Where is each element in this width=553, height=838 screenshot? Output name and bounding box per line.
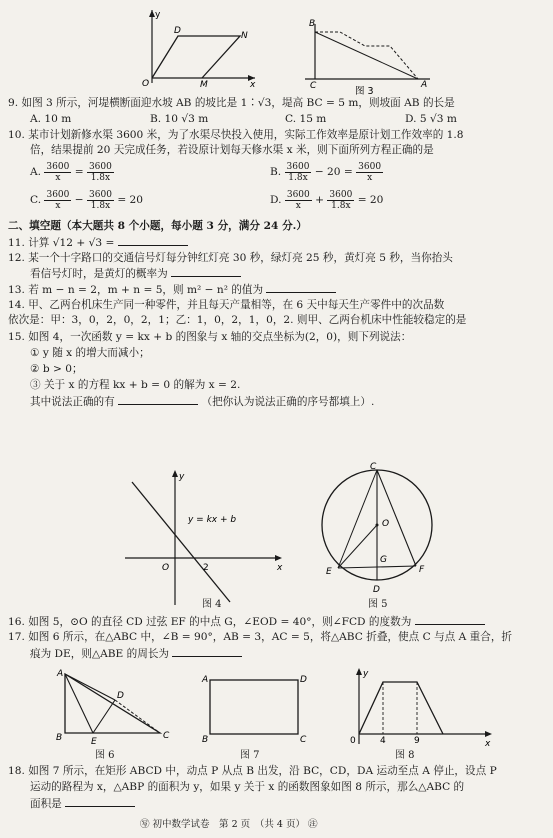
q10-d-f1n: 3600 <box>286 189 310 200</box>
fig8-label-x: x <box>485 739 491 749</box>
fig2-label-x: x <box>250 80 256 88</box>
figure-8 <box>345 668 495 750</box>
fig4-label-x: x <box>277 563 283 573</box>
fig4-label-o: O <box>162 563 170 573</box>
q17-line-2-text: 痕为 DE，则△ABE 的周长为 <box>30 648 170 660</box>
fig7-label-d: D <box>300 675 307 685</box>
q17-line-1: 17. 如图 6 所示，在△ABC 中，∠B = 90°，AB = 3，AC = 5，将△ABC 折叠，使点 C 与点 A 重合，折 <box>8 631 513 643</box>
q18-line-1: 18. 如图 7 所示，在矩形 ABCD 中，动点 P 从点 B 出发，沿 BC，CD，DA 运动至点 A 停止，设点 P <box>8 765 497 777</box>
figure-6 <box>55 668 175 748</box>
q10-stem-2: 倍，结果提前 20 天完成任务，若设原计划每天修水渠 x 米，则下面所列方程正确的是 <box>30 144 434 156</box>
q18-line-3 <box>30 796 135 811</box>
q10-b-f2d: x <box>367 172 373 183</box>
q10-b-f1d: 1.8x <box>288 172 308 183</box>
q10-d-f1d: x <box>295 200 301 211</box>
fig5-label-e: E <box>326 567 332 577</box>
q10-stem-1: 10. 某市计划新修水渠 3600 米，为了水渠尽快投入使用，实际工作效率是原计划工作效率的 1.8 <box>8 129 464 141</box>
q10-option-d <box>270 188 383 212</box>
q15-line-5b: （把你认为说法正确的序号都填上）. <box>201 396 375 408</box>
fig4-label-y: y <box>179 472 185 482</box>
fig2-label-d: D <box>174 26 181 36</box>
fig6-label-b: B <box>56 733 63 743</box>
fig2-label-y: y <box>155 10 161 20</box>
q18-answer-blank[interactable] <box>65 796 135 807</box>
figure-2 <box>140 8 260 88</box>
fig7-label-a: A <box>202 675 209 685</box>
q10-c-f2n: 3600 <box>89 189 112 200</box>
q17-line-2 <box>30 646 242 661</box>
q9-option-b: B. 10 √3 m <box>150 113 209 125</box>
q13-answer-blank[interactable] <box>266 282 336 293</box>
q11 <box>8 235 188 250</box>
fig5-label-o: O <box>382 519 390 529</box>
q12-line-2 <box>30 266 241 281</box>
fig4-equation: y = kx + b <box>188 515 237 525</box>
q10-option-a <box>30 160 114 184</box>
q12-answer-blank[interactable] <box>171 266 241 277</box>
q14-line-1: 14. 甲、乙两台机床生产同一种零件，并且每天产量相等，在 6 天中每天生产零件中的次品数 <box>8 299 445 311</box>
fig6-label-a: A <box>57 669 64 679</box>
fig5-label-f: F <box>419 565 425 575</box>
fig7-label-c: C <box>300 735 307 744</box>
q10-option-c <box>30 188 143 212</box>
q10-a-op: = <box>74 166 84 178</box>
q11-answer-blank[interactable] <box>118 235 188 246</box>
figure-5 <box>320 460 435 600</box>
fig8-caption: 图 8 <box>395 750 415 761</box>
q10-d-op: + <box>315 194 325 206</box>
q9-stem: 9. 如图 3 所示，河堤横断面迎水坡 AB 的坡比是 1∶√3，堤高 BC = 5 m，则坡面 AB 的长是 <box>8 97 455 109</box>
fig3-label-c: C <box>310 81 317 91</box>
section-2-heading: 二、填空题（本大题共 8 个小题，每小题 3 分，满分 24 分.） <box>8 220 307 232</box>
figure-7 <box>200 672 310 744</box>
fig6-label-c: C <box>163 731 170 741</box>
q15-claim-3: ③ 关于 x 的方程 kx + b = 0 的解为 x = 2. <box>30 379 241 391</box>
q10-a-label: A. <box>30 166 42 178</box>
fig2-label-n: N <box>241 31 248 41</box>
q10-d-frac2 <box>327 190 354 211</box>
footer-text: 初中数学试卷 第 2 页 （共 4 页） <box>152 819 305 830</box>
q15-line-1: 15. 如图 4，一次函数 y = kx + b 的图象与 x 轴的交点坐标为(2，0)，则下列说法： <box>8 331 412 343</box>
fig8-label-o: 0 <box>350 736 356 746</box>
fig4-caption: 图 4 <box>202 599 222 610</box>
q12-line-1: 12. 某一个十字路口的交通信号灯每分钟红灯亮 30 秒，绿灯亮 25 秒，黄灯亮 5 秒，当你抬头 <box>8 252 453 264</box>
fig4-label-2: 2 <box>203 563 209 573</box>
q10-option-b <box>270 160 383 184</box>
q10-a-f1d: x <box>55 172 61 183</box>
fig5-label-c: C <box>370 462 377 472</box>
q13-text: 13. 若 m − n = 2，m + n = 5，则 m² − n² 的值为 <box>8 284 264 296</box>
q10-a-f1n: 3600 <box>46 161 70 172</box>
page-footer <box>140 818 318 832</box>
q10-b-label: B. <box>270 166 282 178</box>
fig3-label-b: B <box>309 19 316 29</box>
q10-a-f2n: 3600 <box>88 161 112 172</box>
q16-answer-blank[interactable] <box>415 614 485 625</box>
q16 <box>8 614 485 629</box>
q10-b-f1n: 3600 <box>286 161 310 172</box>
fig8-label-9: 9 <box>414 736 420 746</box>
q15-answer-blank[interactable] <box>118 394 198 405</box>
fig5-caption: 图 5 <box>368 599 388 610</box>
fig5-label-d: D <box>373 585 380 595</box>
fig8-label-y: y <box>363 669 369 679</box>
q15-line-5a: 其中说法正确的有 <box>30 396 115 408</box>
q15-line-5 <box>30 394 374 409</box>
q9-option-a: A. 10 m <box>30 113 72 125</box>
fig2-label-o: O <box>142 79 150 88</box>
fig7-label-b: B <box>202 735 209 744</box>
q10-c-frac1 <box>44 190 71 211</box>
q10-c-frac2 <box>87 190 114 211</box>
figure-3 <box>300 14 440 96</box>
q12-line-2-text: 看信号灯时，是黄灯的概率为 <box>30 268 168 280</box>
footer-right-mark: ㊟ <box>308 819 318 830</box>
fig3-label-a: A <box>421 80 428 90</box>
q10-a-frac1 <box>44 162 71 183</box>
q18-line-2: 运动的路程为 x，△ABP 的面积为 y，如果 y 关于 x 的函数图象如图 8 所示，那么△ABC 的 <box>30 781 465 793</box>
q16-text: 16. 如图 5，⊙O 的直径 CD 过弦 EF 的中点 G，∠EOD = 40°，则∠FCD 的度数为 <box>8 616 412 628</box>
q10-d-f2n: 3600 <box>329 189 353 200</box>
q11-text: 11. 计算 √12 + √3 = <box>8 237 115 249</box>
q10-c-tail: = 20 <box>117 194 144 206</box>
fig8-label-4: 4 <box>380 736 386 746</box>
q10-d-f2d: 1.8x <box>331 200 351 211</box>
fig5-label-g: G <box>380 555 387 565</box>
q10-a-frac2 <box>87 162 114 183</box>
q9-option-d: D. 5 √3 m <box>405 113 457 125</box>
q10-b-frac2 <box>356 162 383 183</box>
q10-d-tail: = 20 <box>357 194 384 206</box>
fig6-caption: 图 6 <box>95 750 115 761</box>
q10-c-label: C. <box>30 194 42 206</box>
q15-claim-2: ② b > 0； <box>30 363 83 375</box>
q10-b-frac1 <box>285 162 312 183</box>
fig6-label-e: E <box>91 737 97 747</box>
figure-4 <box>120 470 290 610</box>
q10-d-label: D. <box>270 194 282 206</box>
q10-b-f2n: 3600 <box>358 161 382 172</box>
q17-answer-blank[interactable] <box>172 646 242 657</box>
fig7-caption: 图 7 <box>240 750 260 761</box>
fig6-label-d: D <box>117 691 124 701</box>
q15-claim-1: ① y 随 x 的增大而减小； <box>30 347 150 359</box>
q14-line-2: 依次是：甲：3，0，2，0，2，1；乙：1，0，2，1，0，2. 则甲、乙两台机床中性能较稳定的是 <box>8 314 467 326</box>
footer-left-mark: ㊢ <box>140 819 150 830</box>
q10-c-f1d: x <box>55 200 61 211</box>
q10-d-frac1 <box>285 190 312 211</box>
fig3-caption: 图 3 <box>355 86 374 96</box>
q13 <box>8 282 336 297</box>
q10-c-op: − <box>74 194 84 206</box>
q10-c-f1n: 3600 <box>46 189 70 200</box>
q10-a-f2d: 1.8x <box>90 172 111 183</box>
q18-line-3-text: 面积是 <box>30 798 62 810</box>
q10-c-f2d: 1.8x <box>90 200 111 211</box>
q10-b-op: − 20 = <box>314 166 353 178</box>
q9-option-c: C. 15 m <box>285 113 327 125</box>
fig2-label-m: M <box>200 80 208 88</box>
